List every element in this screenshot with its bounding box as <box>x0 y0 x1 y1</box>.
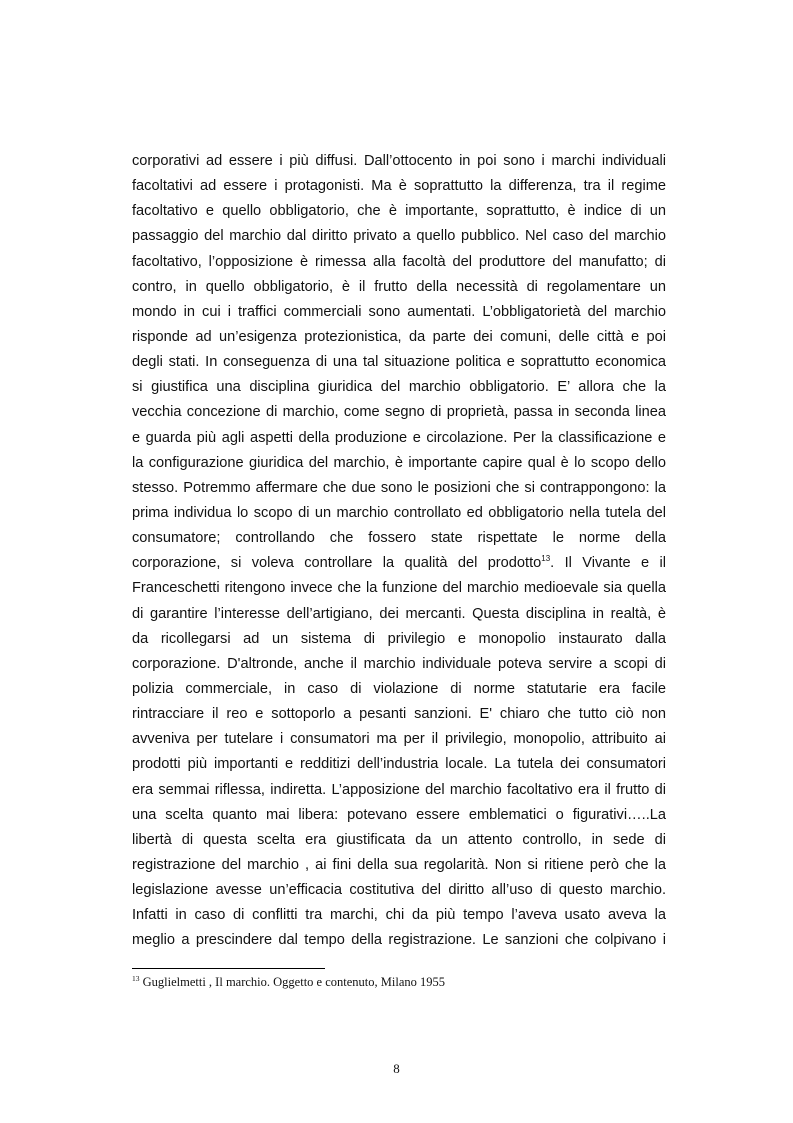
body-line: corporazione. D'altronde, anche il marchio individuale poteva servire a scopi di <box>132 655 666 672</box>
body-text <box>132 149 666 954</box>
body-line: si giustifica una disciplina giuridica del marchio obbligatorio. E’ allora che la <box>132 379 666 396</box>
body-line: stesso. Potremmo affermare che due sono le posizioni che si contrappongono: la <box>132 479 666 496</box>
body-line: passaggio del marchio dal diritto privato a quello pubblico. Nel caso del marchio <box>132 228 666 245</box>
body-line: degli stati. In conseguenza di una tal situazione politica e soprattutto economica <box>132 354 666 371</box>
footnote-number: 13 <box>132 974 140 983</box>
footnote-reference[interactable]: 13 <box>541 554 551 564</box>
body-line-tail: . Il Vivante e il <box>550 555 666 572</box>
body-line: risponde ad un’esigenza protezionistica, da parte dei comuni, delle città e poi <box>132 328 666 345</box>
footnote <box>132 974 445 990</box>
body-line: di garantire l’interesse dell’artigiano, dei mercanti. Questa disciplina in realtà, è <box>132 605 666 622</box>
body-line: libertà di questa scelta era giustificata da un attento controllo, in sede di <box>132 831 666 848</box>
body-line: una scelta quanto mai libera: potevano essere emblematici o figurativi…..La <box>132 806 666 823</box>
body-line: Infatti in caso di conflitti tra marchi, chi da più tempo l’aveva usato aveva la <box>132 907 666 924</box>
body-line: rintracciare il reo e sottoporlo a pesanti sanzioni. E' chiaro che tutto ciò non <box>132 706 666 723</box>
body-line: e guarda più agli aspetti della produzione e circolazione. Per la classificazione e <box>132 429 666 446</box>
body-line: vecchia concezione di marchio, come segno di proprietà, passa in seconda linea <box>132 404 666 421</box>
body-line: prima individua lo scopo di un marchio controllato ed obbligatorio nella tutela del <box>132 504 666 521</box>
body-line: registrazione del marchio , ai fini della sua regolarità. Non si ritiene però che la <box>132 856 666 873</box>
body-line: polizia commerciale, in caso di violazione di norme statutarie era facile <box>132 680 666 697</box>
body-line: prodotti più importanti e redditizi dell’industria locale. La tutela dei consumatori <box>132 756 666 773</box>
footnote-divider <box>132 968 325 969</box>
body-line: legislazione avesse un’efficacia costitutiva del diritto all’uso di questo marchio. <box>132 882 666 899</box>
body-line: avveniva per tutelare i consumatori ma per il privilegio, monopolio, attribuito ai <box>132 731 666 748</box>
body-line: la configurazione giuridica del marchio, è importante capire qual è lo scopo dello <box>132 454 666 471</box>
page-number: 8 <box>393 1061 400 1076</box>
body-line: facoltativo e quello obbligatorio, che è importante, soprattutto, è indice di un <box>132 203 666 220</box>
body-line: mondo in cui i traffici commerciali sono aumentati. L’obbligatorietà del marchio <box>132 303 666 320</box>
body-line-with-footnote <box>132 551 666 576</box>
body-line: meglio a prescindere dal tempo della registrazione. Le sanzioni che colpivano i <box>132 932 666 949</box>
body-line: Franceschetti ritengono invece che la funzione del marchio medioevale sia quella <box>132 580 666 597</box>
body-line: da ricollegarsi ad un sistema di privilegio e monopolio instaurato dalla <box>132 630 666 647</box>
body-line: facoltativo, l’opposizione è rimessa alla facoltà del produttore del manufatto; di <box>132 253 666 270</box>
body-line-text: corporazione, si voleva controllare la qualità del prodotto <box>132 555 542 572</box>
body-line: era semmai riflessa, indiretta. L’apposizione del marchio facoltativo era il frutto di <box>132 781 666 798</box>
body-line: contro, in quello obbligatorio, è il frutto della necessità di regolamentare un <box>132 278 666 295</box>
footnote-text: Guglielmetti , Il marchio. Oggetto e contenuto, Milano 1955 <box>139 975 445 989</box>
body-line: corporativi ad essere i più diffusi. Dall’ottocento in poi sono i marchi individuali <box>132 153 666 169</box>
body-line: consumatore; controllando che fossero state rispettate le norme della <box>132 530 666 547</box>
body-line: facoltativi ad essere i protagonisti. Ma è soprattutto la differenza, tra il regime <box>132 178 666 195</box>
